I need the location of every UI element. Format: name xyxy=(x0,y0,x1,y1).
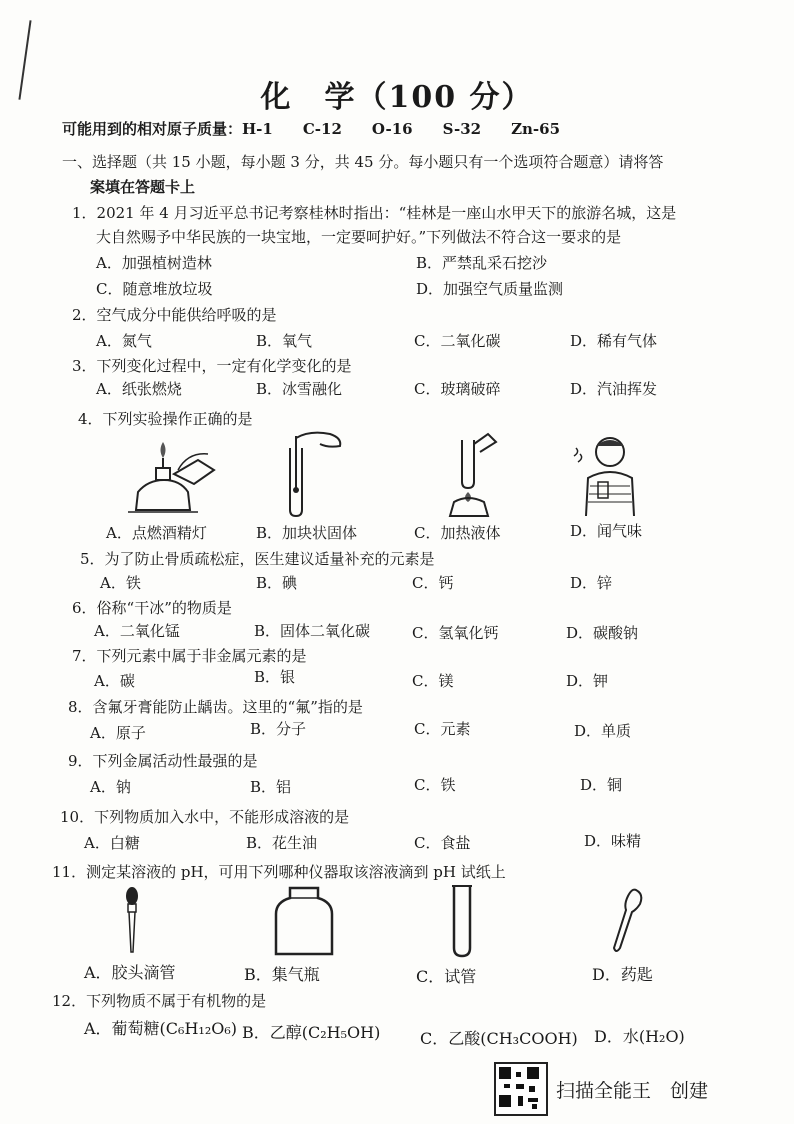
question-1-stem-cont: 大自然赐予中华民族的一块宝地，一定要呵护好。”下列做法不符合这一要求的是 xyxy=(96,228,622,246)
question-7-option-a: A．碳 xyxy=(94,672,135,690)
section-heading-line2: 案填在答题卡上 xyxy=(90,178,196,196)
question-5-option-b: B．碘 xyxy=(256,574,298,592)
question-6-option-c: C．氢氧化钙 xyxy=(412,624,499,642)
question-12-option-c: C．乙酸(CH₃COOH) xyxy=(420,1029,578,1048)
question-10-option-b: B．花生油 xyxy=(246,834,318,852)
spatula-illustration xyxy=(608,886,648,956)
qr-code-icon xyxy=(494,1062,548,1116)
question-10-option-d: D．味精 xyxy=(584,832,642,850)
question-8-stem: 8．含氟牙膏能防止龋齿。这里的“氟”指的是 xyxy=(68,698,363,716)
dropper-illustration xyxy=(120,886,144,956)
question-3-stem: 3．下列变化过程中，一定有化学变化的是 xyxy=(72,357,352,375)
question-7-option-c: C．镁 xyxy=(412,672,454,690)
question-2-option-c: C．二氧化碳 xyxy=(414,332,501,350)
adding-solid-to-tube-illustration xyxy=(280,428,360,518)
question-4-option-b: B．加块状固体 xyxy=(256,524,358,542)
question-1-option-b: B．严禁乱采石挖沙 xyxy=(416,254,548,272)
question-6-option-b: B．固体二氧化碳 xyxy=(254,622,371,640)
alcohol-lamp-lighting-illustration xyxy=(118,440,228,518)
exam-title: 化 学（100 分） xyxy=(260,80,534,115)
question-1-stem: 1．2021 年 4 月习近平总书记考察桂林时指出：“桂林是一座山水甲天下的旅游名城，这是 xyxy=(72,204,677,222)
question-7-option-b: B．银 xyxy=(254,668,296,686)
question-8-option-d: D．单质 xyxy=(574,722,632,740)
question-9-option-a: A．钠 xyxy=(90,778,131,796)
atomic-masses: 可能用到的相对原子质量：H-1 C-12 O-16 S-32 Zn-65 xyxy=(62,120,561,138)
question-3-option-c: C．玻璃破碎 xyxy=(414,380,501,398)
test-tube-illustration xyxy=(448,884,476,960)
question-3-option-d: D．汽油挥发 xyxy=(570,380,658,398)
question-11-stem: 11．测定某溶液的 pH，可用下列哪种仪器取该溶液滴到 pH 试纸上 xyxy=(52,863,506,881)
question-1-option-a: A．加强植树造林 xyxy=(96,254,212,272)
question-5-stem: 5．为了防止骨质疏松症，医生建议适量补充的元素是 xyxy=(80,550,435,568)
question-1-option-d: D．加强空气质量监测 xyxy=(416,280,564,298)
question-11-option-b: B．集气瓶 xyxy=(244,965,320,984)
question-1-option-c: C．随意堆放垃圾 xyxy=(96,280,213,298)
question-9-stem: 9．下列金属活动性最强的是 xyxy=(68,752,258,770)
question-4-option-a: A．点燃酒精灯 xyxy=(106,524,207,542)
question-9-option-b: B．铝 xyxy=(250,778,292,796)
question-8-option-a: A．原子 xyxy=(90,724,146,742)
question-7-option-d: D．钾 xyxy=(566,672,609,690)
question-8-option-c: C．元素 xyxy=(414,720,471,738)
question-2-stem: 2．空气成分中能供给呼吸的是 xyxy=(72,306,277,324)
question-6-stem: 6．俗称“干冰”的物质是 xyxy=(72,599,232,617)
question-11-option-c: C．试管 xyxy=(416,967,477,986)
question-6-option-d: D．碳酸钠 xyxy=(566,624,639,642)
question-11-option-a: A．胶头滴管 xyxy=(84,963,176,982)
question-10-option-a: A．白糖 xyxy=(84,834,140,852)
gas-jar-illustration xyxy=(272,884,336,958)
question-12-option-b: B．乙醇(C₂H₅OH) xyxy=(242,1023,381,1042)
question-10-option-c: C．食盐 xyxy=(414,834,471,852)
question-5-option-d: D．锌 xyxy=(570,574,613,592)
question-12-stem: 12．下列物质不属于有机物的是 xyxy=(52,992,267,1010)
question-5-option-c: C．钙 xyxy=(412,574,454,592)
question-3-option-b: B．冰雪融化 xyxy=(256,380,343,398)
question-9-option-d: D．铜 xyxy=(580,776,623,794)
question-11-option-d: D．药匙 xyxy=(592,965,653,984)
question-7-stem: 7．下列元素中属于非金属元素的是 xyxy=(72,647,307,665)
scanner-watermark: 扫描全能王 创建 xyxy=(556,1080,709,1102)
smelling-gas-illustration xyxy=(570,432,650,518)
question-3-option-a: A．纸张燃烧 xyxy=(96,380,182,398)
question-2-option-a: A．氮气 xyxy=(96,332,152,350)
question-10-stem: 10．下列物质加入水中，不能形成溶液的是 xyxy=(60,808,350,826)
question-6-option-a: A．二氧化锰 xyxy=(94,622,180,640)
question-12-option-d: D．水(H₂O) xyxy=(594,1027,685,1046)
question-5-option-a: A．铁 xyxy=(100,574,141,592)
question-4-option-d: D．闻气味 xyxy=(570,522,643,540)
question-9-option-c: C．铁 xyxy=(414,776,456,794)
question-8-option-b: B．分子 xyxy=(250,720,307,738)
question-2-option-b: B．氧气 xyxy=(256,332,313,350)
section-heading-line1: 一、选择题（共 15 小题，每小题 3 分，共 45 分。每小题只有一个选项符合题意）请将答 xyxy=(62,153,664,171)
heating-liquid-illustration xyxy=(440,430,510,520)
question-4-option-c: C．加热液体 xyxy=(414,524,501,542)
question-4-stem: 4．下列实验操作正确的是 xyxy=(78,410,253,428)
question-2-option-d: D．稀有气体 xyxy=(570,332,658,350)
question-12-option-a: A．葡萄糖(C₆H₁₂O₆) xyxy=(84,1019,238,1038)
